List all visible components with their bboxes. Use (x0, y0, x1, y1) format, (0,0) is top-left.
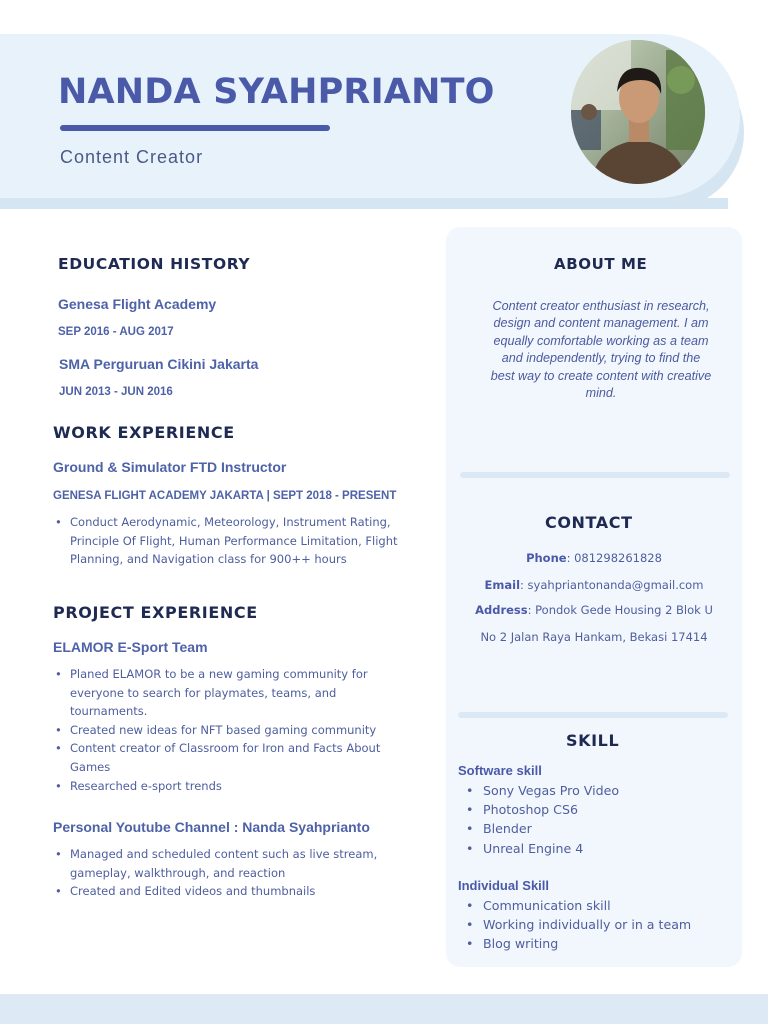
list-item: • Managed and scheduled content such as live stream, gameplay, walkthrough, and reaction (52, 845, 412, 882)
individual-skill-title: Individual Skill (458, 878, 550, 893)
project-name-2: Personal Youtube Channel : Nanda Syahprianto (53, 819, 370, 835)
divider-about (460, 472, 730, 478)
work-bullets (52, 513, 412, 569)
about-title: ABOUT ME (554, 255, 648, 273)
name-underline (60, 125, 330, 131)
phone-value: : 081298261828 (566, 551, 662, 565)
list-item: • Working individually or in a team (458, 915, 691, 934)
contact-address (460, 603, 728, 617)
individual-skill-list (458, 896, 691, 954)
education-school-1: Genesa Flight Academy (58, 296, 217, 312)
email-value: : syahpriantonanda@gmail.com (520, 578, 704, 592)
list-item: • Unreal Engine 4 (458, 839, 619, 858)
divider-contact (458, 712, 728, 718)
list-item: • Blog writing (458, 934, 691, 953)
project-2-bullets (52, 845, 412, 901)
email-label: Email (484, 578, 521, 592)
person-role: Content Creator (60, 147, 204, 167)
address-line-1: : Pondok Gede Housing 2 Blok U (527, 603, 713, 617)
list-item: • Created new ideas for NFT based gaming community (52, 721, 402, 740)
list-item: • Conduct Aerodynamic, Meteorology, Instrument Rating, Principle Of Flight, Human Performance Limitation, Flight Planning, and Navigation class for 900++ hours (52, 513, 412, 569)
education-title: EDUCATION HISTORY (58, 255, 251, 273)
work-company: GENESA FLIGHT ACADEMY JAKARTA | SEPT 2018 - PRESENT (53, 490, 397, 502)
phone-label: Phone (526, 551, 567, 565)
contact-address-2: No 2 Jalan Raya Hankam, Bekasi 17414 (480, 630, 708, 644)
person-name: NANDA SYAHPRIANTO (58, 72, 495, 112)
skill-title: SKILL (566, 731, 620, 750)
list-item: • Photoshop CS6 (458, 800, 619, 819)
list-item: • Created and Edited videos and thumbnails (52, 882, 412, 901)
list-item: • Communication skill (458, 896, 691, 915)
project-1-bullets (52, 665, 402, 795)
list-item: • Content creator of Classroom for Iron and Facts About Games (52, 739, 402, 776)
contact-phone (460, 551, 728, 565)
project-title: PROJECT EXPERIENCE (53, 603, 258, 622)
address-label: Address (475, 603, 528, 617)
contact-email (460, 578, 728, 592)
software-skill-title: Software skill (458, 763, 542, 778)
list-item: • Sony Vegas Pro Video (458, 781, 619, 800)
work-title: WORK EXPERIENCE (53, 423, 235, 442)
about-text: Content creator enthusiast in research, design and content management. I am equally comfortable working as a team and independently, trying to find the best way to create content with creative mind. (490, 299, 712, 401)
list-item: • Blender (458, 819, 619, 838)
software-skill-list (458, 781, 619, 858)
profile-photo (571, 40, 705, 184)
education-school-2: SMA Perguruan Cikini Jakarta (59, 356, 259, 372)
footer-band (0, 994, 768, 1024)
work-position: Ground & Simulator FTD Instructor (53, 459, 287, 475)
contact-title: CONTACT (545, 513, 633, 532)
header-shadow (0, 198, 728, 209)
education-dates-1: SEP 2016 - AUG 2017 (58, 326, 174, 338)
education-dates-2: JUN 2013 - JUN 2016 (59, 386, 173, 398)
list-item: • Researched e-sport trends (52, 777, 402, 796)
project-name-1: ELAMOR E-Sport Team (53, 639, 208, 655)
list-item: • Planed ELAMOR to be a new gaming community for everyone to search for playmates, teams, and tournaments. (52, 665, 402, 721)
